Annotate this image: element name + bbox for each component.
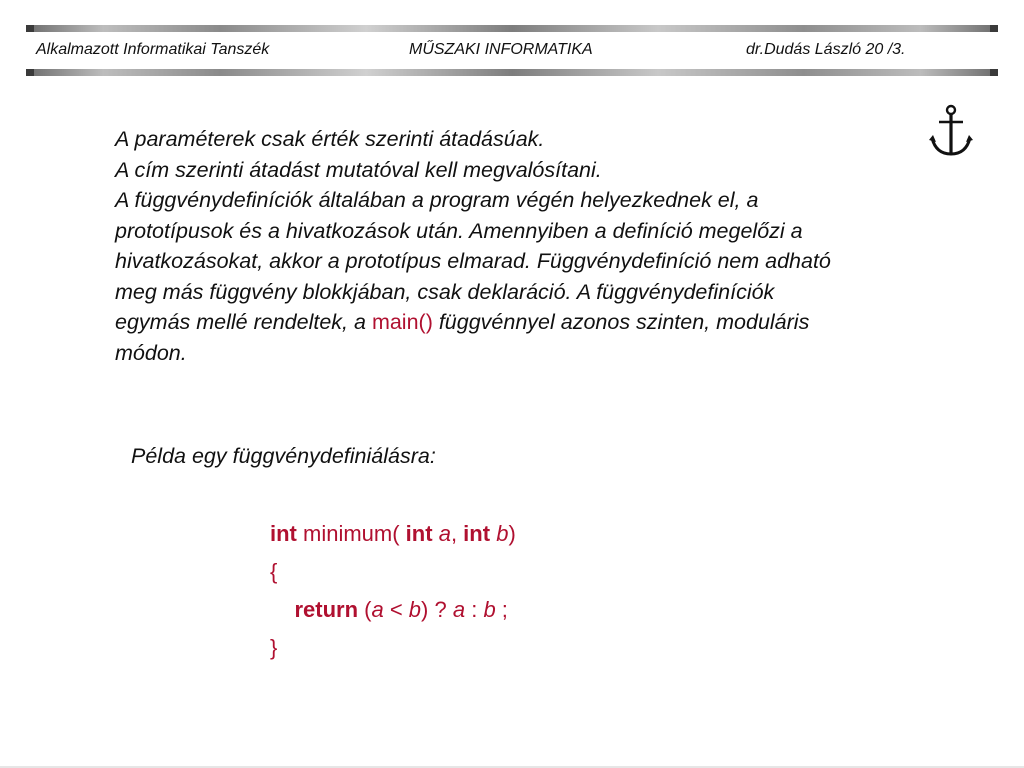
body-paragraph-3 [115,185,835,368]
code-open-brace: { [270,559,278,584]
slide-header [26,25,998,76]
header-bottom-rule [26,69,998,76]
header-department: Alkalmazott Informatikai Tanszék [36,41,270,58]
paragraph-3-tail: függvénnyel azonos szinten, moduláris módon. [115,310,810,365]
function-name: minimum( [296,521,406,546]
body-line-2: A cím szerinti átadást mutatóval kell megvalósítani. [115,157,602,182]
code-signature-line [270,515,516,553]
param-a: a [438,521,451,546]
header-author-page: dr.Dudás László 20 /3. [746,41,906,58]
paragraph-3-text: A függvénydefiníciók általában a program végén helyezkednek el, a prototípusok és a hivatkozások után. Amennyiben a definíció megelőzi a hivatkozásokat, akkor a prototípus elmarad. Függvénydefiníció nem adható meg más függvény blokkjában, csak deklaráció. A függvénydefiníciók egymás mellé rendeltek, a [115,188,831,334]
header-course-title: MŰSZAKI INFORMATIKA [409,41,593,58]
code-close-paren: ) [508,521,516,546]
slide-body-text [115,124,835,368]
header-top-rule [26,25,998,32]
keyword-int: int [405,521,433,546]
result-a: a [452,597,466,622]
result-b: b [483,597,496,622]
code-return-line [270,591,516,629]
code-expr-open: ( [358,597,372,622]
expr-b: b [408,597,422,622]
expr-a: a [371,597,384,622]
code-close-brace: } [270,635,278,660]
keyword-int: int [463,521,491,546]
code-ternary: ) ? [421,597,453,622]
code-semicolon: ; [495,597,508,622]
param-b: b [496,521,509,546]
code-example [270,515,516,667]
keyword-return: return [294,597,359,622]
body-line-1: A paraméterek csak érték szerinti átadásúak. [115,127,545,151]
example-label: Példa egy függvénydefiniálásra: [131,444,436,468]
code-colon: : [465,597,484,622]
anchor-icon [928,104,974,160]
code-lt: < [383,597,409,622]
main-function-ref: main() [371,310,433,334]
code-comma: , [450,521,464,546]
keyword-int: int [270,521,297,546]
